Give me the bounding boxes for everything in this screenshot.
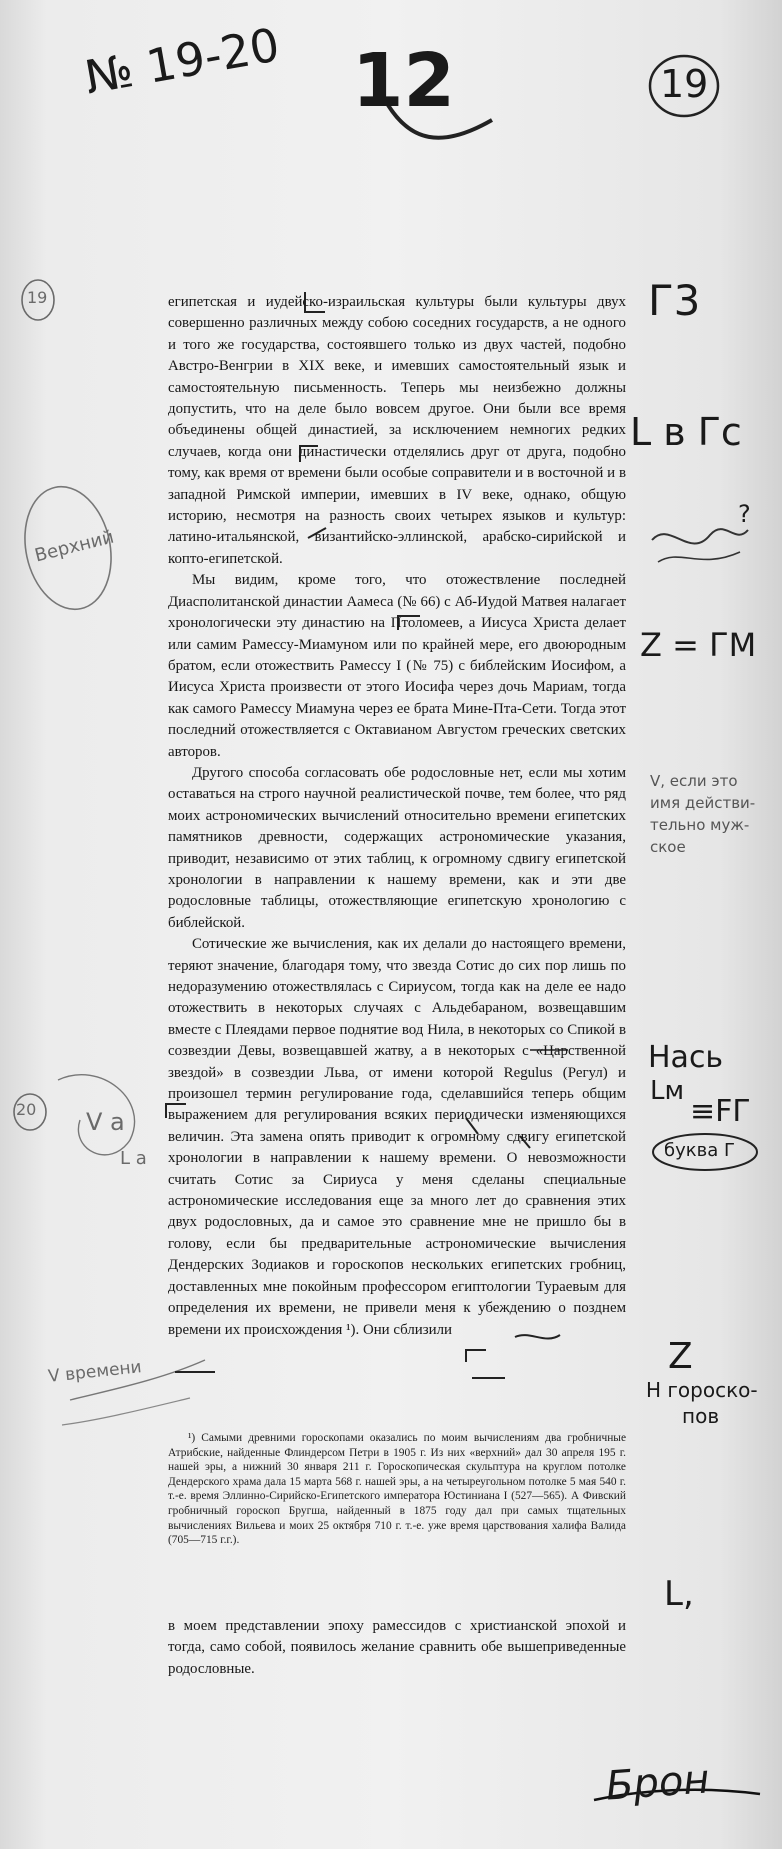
right-note-question: ? — [738, 500, 751, 528]
sheet-number: 12 — [352, 38, 455, 124]
paragraph: в моем представлении эпоху рамессидов с христианской эпохой и тогда, само собой, появилось желание сравнить обе вышеприведенные родословные. — [168, 1618, 626, 1677]
signature: Брон — [604, 1756, 711, 1810]
left-page-number-2: 20 — [16, 1100, 37, 1119]
right-edit-1: V, если это — [650, 772, 738, 790]
right-note-z2: Z — [668, 1336, 693, 1377]
left-note-la: L а — [120, 1148, 147, 1169]
right-note-g3: Г3 — [648, 276, 701, 325]
right-edit-3: тельно муж- — [650, 816, 750, 834]
right-note-eft: ≡FГ — [690, 1094, 751, 1129]
right-note-goroskopov-2: пов — [682, 1404, 720, 1428]
footnote-block — [168, 1431, 626, 1548]
right-note-z-gm: Z = ГМ — [640, 626, 757, 664]
paragraph: Мы видим, кроме того, что отожествление последней Диасполитанской династии Аамеса (№ 66) с Аб-Иудой Матвея налагает хронологически эту династию на Птоломеев, а Иисуса Христа делает или самим Рамессу-Миамуном или по крайней мере, его двоюродным братом, если отожествить Рамессу I (№ 75) с библейским Иосифом, а Иисуса Христа произвести от этого Иосифа через дочь Мариам, тогда как самого Рамессу Миамуна через ее брата Мине-Пта-Сети. Тогда этот последний отожествляется с Октавианом Августом греческих светских авторов. — [168, 572, 626, 760]
right-note-bukva: буква Г — [664, 1140, 735, 1161]
paragraph: Другого способа согласовать обе родословные нет, если мы хотим оставаться на строго научной реалистической почве, тем более, что ряд моих астрономических вычислений относительно времени египетских памятников древности, содержащих астрономические указания, приводит, независимо от этих таблиц, к огромному сдвигу египетской хронологии в направлении к нашему времени, как и эти две родословные таблицы, отожествляющие египетскую хронологию с библейской. — [168, 764, 626, 931]
right-note-nas: Нась — [648, 1040, 724, 1075]
footnote: ¹) Самыми древними гороскопами оказались по моим вычислениям два гробничные Атрибские, найденные Флиндерсом Петри в 1905 г. Из них «верхний» дал 30 апреля 195 г. нашей эры, а нижний 30 января 211 г. Гороскопическая скульптура на круглом потолке Дендерского храма дала 15 марта 568 г. нашей эры, а на четыреугольном потолке 5 мая 540 г. т.-е. время Эллинно-Сирийско-Египетского императора Юстиниана I (527—565). А Фивский гробничный гороскоп Бругша, найденный в 1875 году дал при самых тщательных вычислениях Вильева и моих 25 октября 710 г. т.-е. уже время царствования халифа Валида (705—715 г.г.). — [168, 1432, 626, 1547]
right-note-lm: Lм — [650, 1076, 685, 1106]
page-number: 19 — [660, 62, 709, 106]
left-note-vremeni: V времени — [47, 1357, 143, 1387]
main-text — [168, 292, 626, 1341]
left-note-va: V а — [86, 1108, 125, 1136]
paragraph: Сотические же вычисления, как их делали до настоящего времени, теряют значение, благодаря тому, что звезда Сотис до сих пор лишь по недоразумению отожествлялась с Сириусом, тогда как на деле ее надо отожествить в некоторых случаях с Альдебараном, возвещавшим вместе с Плеядами первое поднятие вод Нила, в некоторых со Спикой в созвездии Девы, возвещавшей жатву, а в некоторых с «Царственной звездой» в созвездии Льва, от имени которой Regulus (Регул) и произошел термин регулирование года, сделавшийся теперь общим выражением для регулирования всяких периодически изменяющихся величин. Эта замена опять приводит к огромному сдвигу египетской хронологии в направлении к нашему времени. О невозможности считать Сотис за Сириуса у меня сделаны специальные астрономические исследования еще за много лет до сравнения этих двух родословных, да и самое это сравнение мне не пришло бы в голову, если бы предварительные астрономические вычисления Дендерских Зодиаков и гороскопов нескольких египетских гробниц, доставленных мне покойным профессором египтологии Тураевым для определения их времени, не привели меня к убеждению о позднем времени их происхождения ¹). Они сблизили — [168, 936, 626, 1338]
right-edit-2: имя действи- — [650, 794, 756, 812]
right-edit-4: ское — [650, 838, 686, 856]
archive-number: № 19-20 — [80, 17, 284, 105]
paragraph: египетская и иудейско-израильская культуры были культуры двух совершенно различных между собою соседних государств, а не одного и того же государства, состоявшего только из двух частей, подобно Австро-Венгрии в XIX веке, и имевших самостоятельный язык и самостоятельную письменность. Теперь мы неизбежно должны допустить, что на деле было вовсем другое. Они были все время объединены общей династией, за исключением немногих редких случаев, когда они династически отделялись друг от друга, подобно тому, как время от времени были особые соправители и в восточной и в западной Римской империи, имевших в IV веке, однако, общую историю, несмотря на разность своих четырех языков и культур: латино-итальянской, византийско-эллинской, арабско-сирийской и копто-египетской. — [168, 294, 626, 567]
right-note-lv-gs: L в Гс — [630, 410, 742, 454]
left-note-verhniy: Верхний — [32, 526, 117, 567]
right-note-l: L, — [664, 1574, 694, 1614]
closing-text — [168, 1616, 626, 1680]
right-note-goroskopov-1: Н гороско- — [646, 1378, 758, 1402]
left-page-number: 19 — [27, 288, 48, 307]
